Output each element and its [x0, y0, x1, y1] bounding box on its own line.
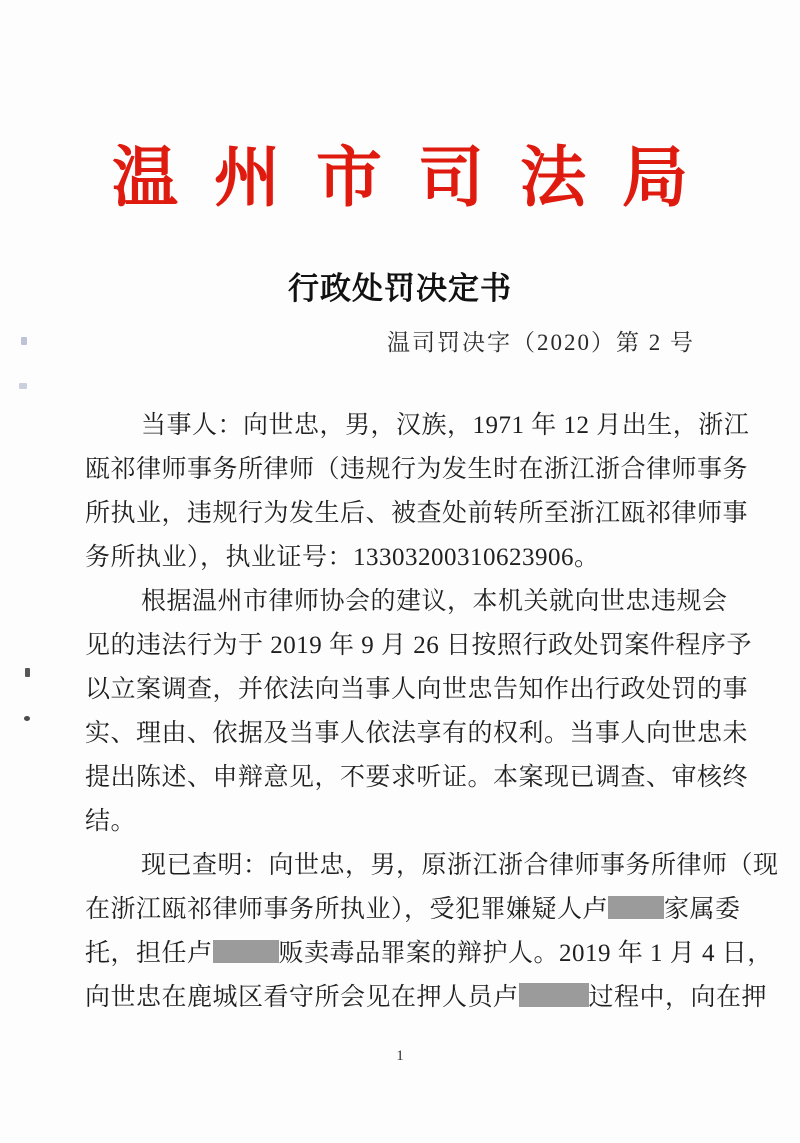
text-segment: 贩卖毒品罪案的辩护人。2019 年 1 月 4 日， — [278, 940, 773, 967]
redaction-box — [213, 940, 279, 963]
page-number: 1 — [396, 1048, 404, 1064]
text-line: 所执业，违规行为发生后、被查处前转所至浙江瓯祁律师事 — [85, 500, 749, 527]
text-segment: 过程中，向在押 — [588, 984, 768, 1011]
text-segment: 在浙江瓯祁律师事务所执业），受犯罪嫌疑人卢 — [85, 896, 609, 923]
text-line: 根据温州市律师协会的建议，本机关就向世忠违规会 — [141, 588, 728, 615]
document-body — [85, 404, 779, 1020]
document-number: 温司罚决字（2020）第 2 号 — [387, 330, 695, 355]
document-title: 行政处罚决定书 — [288, 271, 512, 306]
text-segment: 托，担任卢 — [85, 940, 213, 967]
redaction-box — [519, 983, 589, 1007]
scan-artifact — [25, 668, 30, 677]
text-segment: 家属委 — [664, 896, 741, 923]
paragraph-procedure — [85, 580, 753, 844]
scan-artifact — [24, 716, 30, 721]
text-line: 现已查明：向世忠，男，原浙江浙合律师事务所律师（现 — [141, 852, 779, 879]
text-line-redacted — [85, 888, 741, 932]
scan-artifact — [19, 383, 27, 389]
paragraph-parties — [85, 404, 750, 580]
paragraph-findings — [85, 844, 779, 1020]
text-line-redacted — [85, 976, 768, 1020]
text-line-redacted — [85, 932, 773, 976]
text-line: 以立案调查，并依法向当事人向世忠告知作出行政处罚的事 — [85, 676, 749, 703]
text-line: 瓯祁律师事务所律师（违规行为发生时在浙江浙合律师事务 — [85, 456, 749, 483]
text-line: 当事人：向世忠，男，汉族，1971 年 12 月出生，浙江 — [141, 412, 750, 439]
text-line: 结。 — [85, 808, 137, 835]
text-line: 见的违法行为于 2019 年 9 月 26 日按照行政处罚案件程序予 — [85, 632, 753, 659]
agency-header: 温州市司法局 — [112, 142, 724, 215]
text-line: 实、理由、依据及当事人依法享有的权利。当事人向世忠未 — [85, 720, 749, 747]
scan-artifact — [21, 337, 27, 345]
redaction-box — [608, 896, 664, 919]
text-line: 务所执业），执业证号：13303200310623906。 — [85, 544, 600, 571]
text-segment: 向世忠在鹿城区看守所会见在押人员卢 — [85, 984, 519, 1011]
text-line: 提出陈述、申辩意见，不要求听证。本案现已调查、审核终 — [85, 764, 749, 791]
